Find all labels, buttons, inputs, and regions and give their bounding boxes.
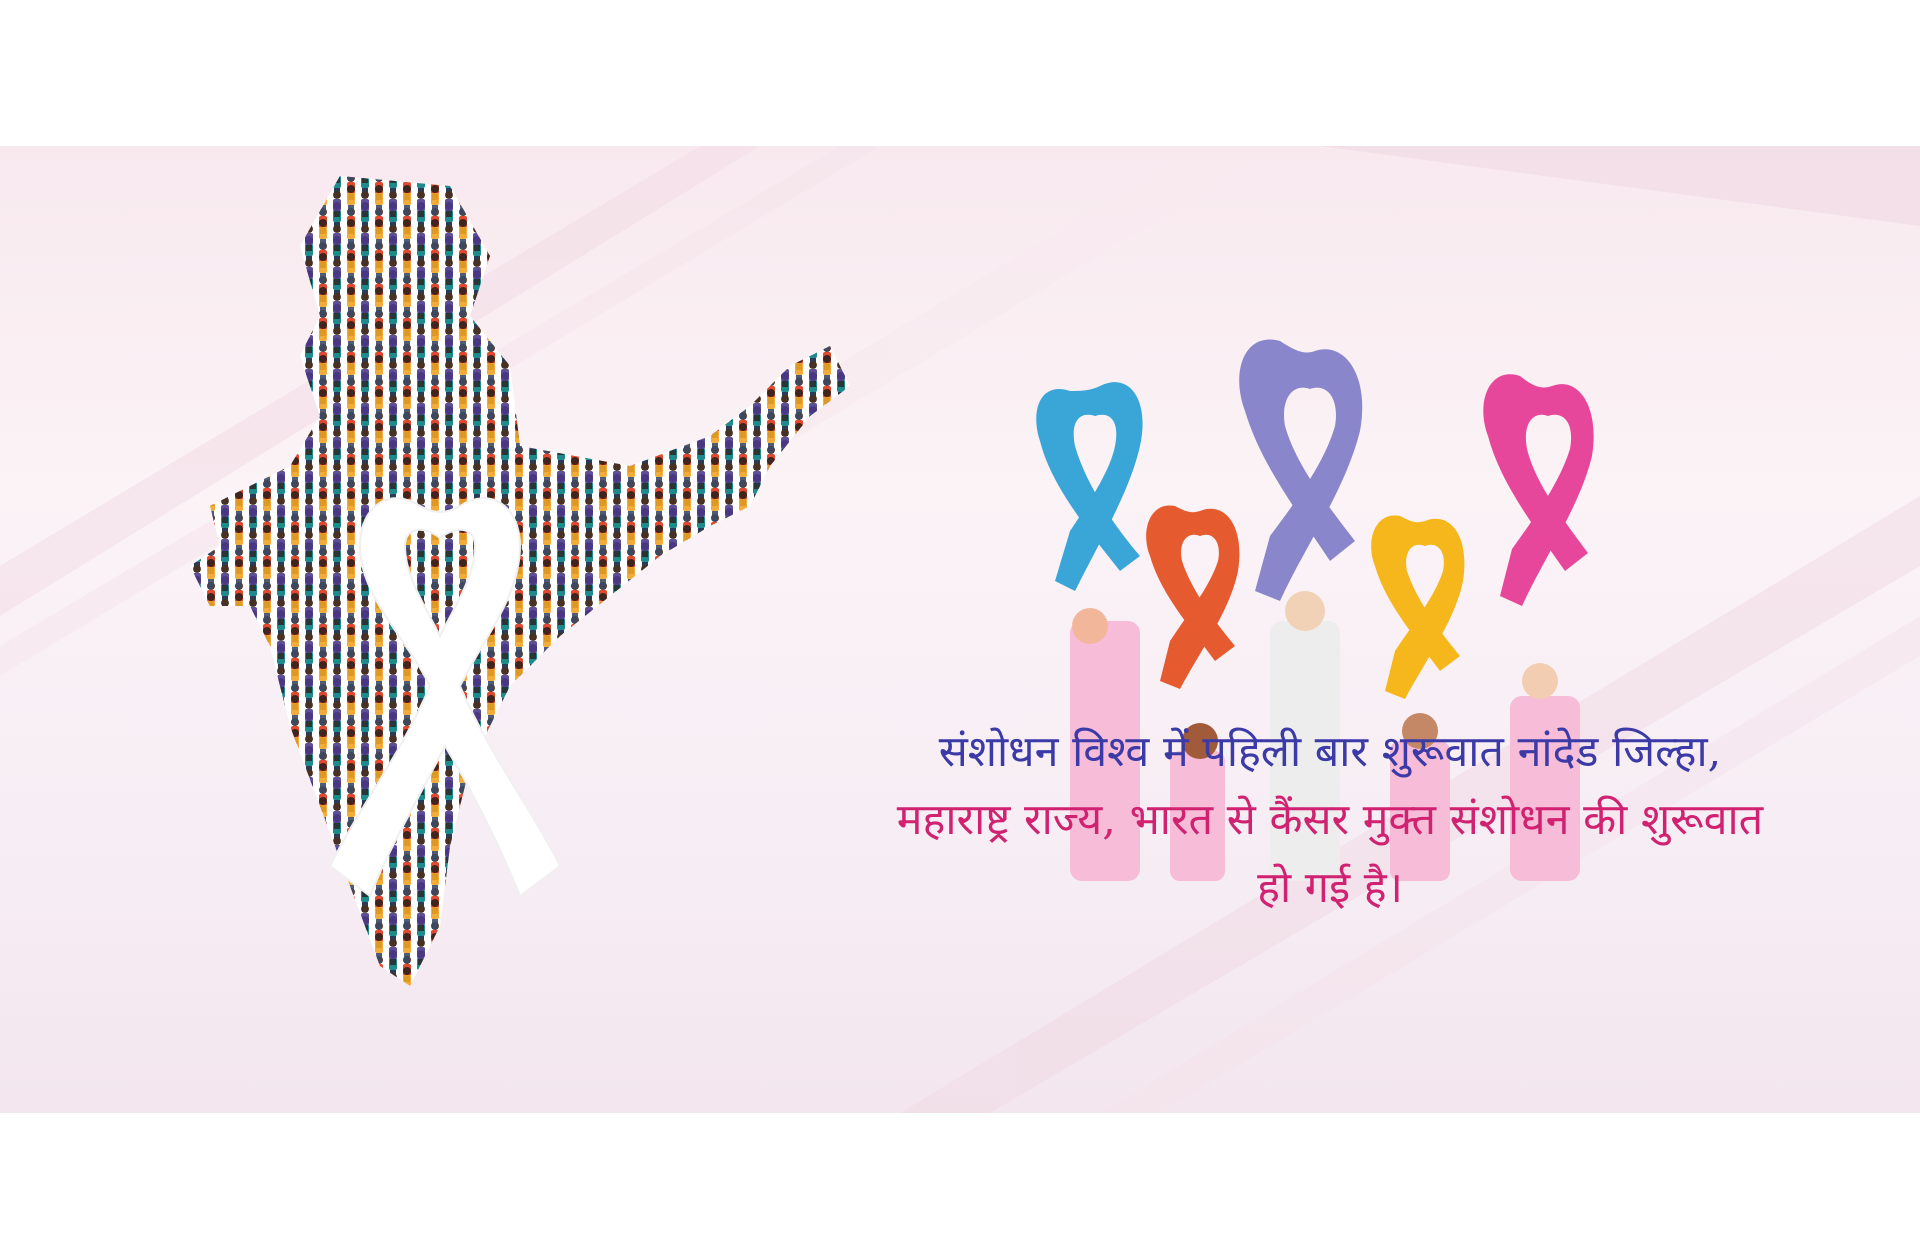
caption-line-3: हो गई है।: [1257, 863, 1403, 913]
india-map-crowd-icon: [190, 166, 1030, 1086]
caption-line-1: संशोधन विश्व में पहिली बार शुरूवात नांदेड जिल्हा,: [938, 727, 1722, 777]
banner: [0, 146, 1920, 1113]
caption-line-2: महाराष्ट्र राज्य, भारत से कैंसर मुक्त संशोधन की शुरूवात: [896, 795, 1764, 845]
caption: [800, 718, 1860, 922]
